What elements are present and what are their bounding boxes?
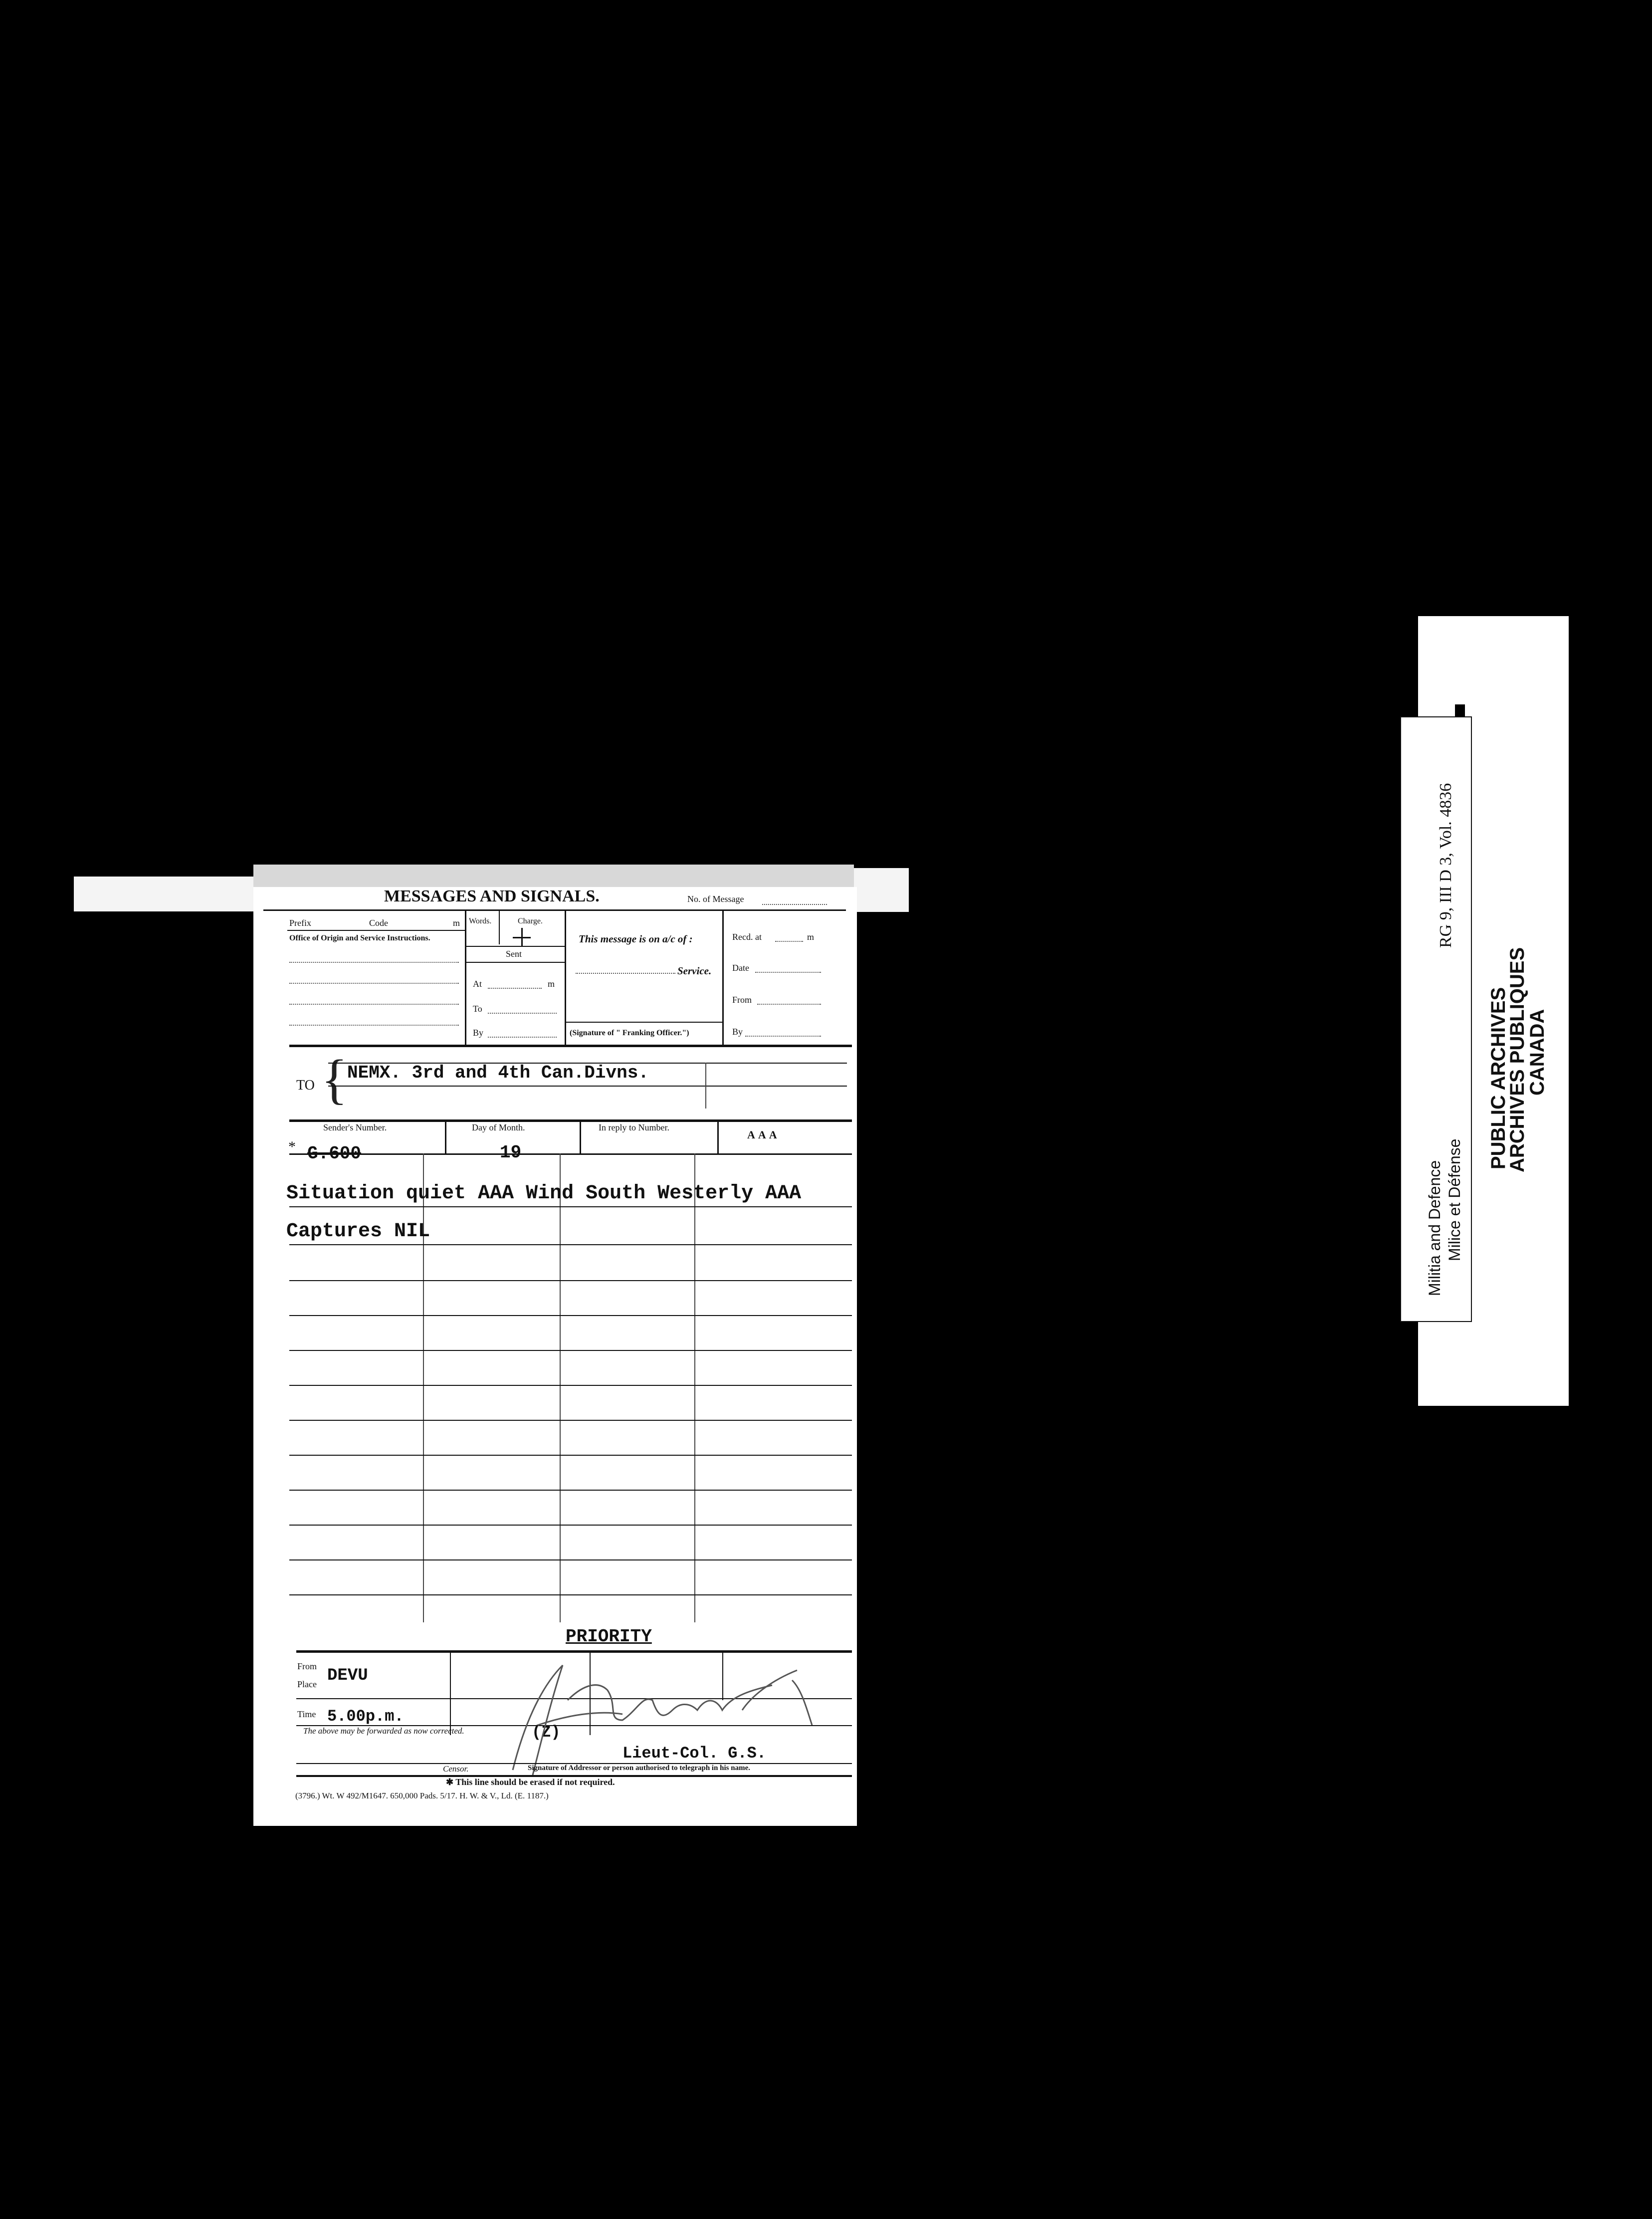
censor-label: Censor.: [443, 1764, 469, 1774]
priority-stamp: PRIORITY: [566, 1626, 652, 1647]
to-brace: {: [321, 1049, 348, 1110]
by-line-label: By: [473, 1028, 484, 1038]
archive-reference: RG 9, III D 3, Vol. 4836: [1437, 783, 1455, 948]
message-form: MESSAGES AND SIGNALS. No. of Message Prefix Code m Office of Origin and Service Instructions. Words. Charge. Sent At m To By This message is on a/c of : Service. (Signature of " Franking Officer.") Recd. at m Date From By TO { NEMX. 3rd and 4th Can.Divns. Sender's Number. Day of Month. In reply to Number. AAA * G.600 19 Situation quiet AAA Wind South Westerly AAA Captures NIL PRIORITY From Place DEVU Time 5.00p.m. The above may be forwarded as now corrected. (Z) Lieut-Col. G.S. Censor. Signature of Addressor or person authorised to telegraph in his name. ✱ This line should be erased if not required. (3796.) Wt. W 492/M1647. 650,000 Pads. 5/17. H. W. & V., Ld. (E. 1187.): [253, 887, 857, 1826]
top-block-rule: [289, 1045, 852, 1047]
at-label: At: [473, 979, 482, 989]
form-title: MESSAGES AND SIGNALS.: [384, 887, 600, 905]
office-of-origin-label: Office of Origin and Service Instructions.: [289, 934, 430, 942]
sent-label: Sent: [506, 949, 522, 959]
day-value: 19: [500, 1142, 522, 1163]
footnote: ✱ This line should be erased if not required.: [446, 1777, 615, 1787]
forward-note: The above may be forwarded as now corrected.: [303, 1726, 464, 1736]
sender-number-value: G.600: [307, 1143, 362, 1164]
department-fr: Milice et Défense: [1446, 1138, 1463, 1261]
to-line-label: To: [473, 1004, 482, 1014]
header-rule: [263, 909, 846, 911]
department-en: Militia and Defence: [1426, 1160, 1444, 1296]
form-top-strip: [253, 865, 854, 889]
date-label: Date: [732, 963, 749, 973]
signer-rank: Lieut-Col. G.S.: [622, 1744, 767, 1763]
form-tab-right: [854, 868, 909, 912]
to-label: TO: [296, 1078, 315, 1093]
to-value: NEMX. 3rd and 4th Can.Divns.: [347, 1063, 649, 1083]
time-label: Time: [297, 1709, 316, 1719]
franking-signature-label: (Signature of " Franking Officer."): [570, 1029, 689, 1037]
prefix-label: Prefix: [289, 918, 311, 928]
archive-name-en: PUBLIC ARCHIVES: [1487, 987, 1509, 1169]
code-label: Code: [369, 918, 388, 928]
aaa-label: AAA: [747, 1128, 780, 1141]
place-label: Place: [297, 1679, 317, 1689]
this-message-label: This message is on a/c of :: [579, 933, 693, 945]
by-right-label: By: [732, 1027, 743, 1037]
recd-at-label: Recd. at: [732, 932, 762, 942]
signature-addressor-label: Signature of Addressor or person authorised to telegraph in his name.: [528, 1764, 751, 1772]
printer-line: (3796.) Wt. W 492/M1647. 650,000 Pads. 5/17. H. W. & V., Ld. (E. 1187.): [295, 1791, 549, 1800]
no-of-message-label: No. of Message: [687, 894, 744, 904]
words-label: Words.: [469, 917, 492, 925]
in-reply-to-label: In reply to Number.: [599, 1122, 669, 1132]
archive-country: CANADA: [1526, 1009, 1548, 1096]
z-mark: (Z): [532, 1723, 561, 1742]
form-tab-left: [74, 877, 253, 911]
message-body-line-1: Situation quiet AAA Wind South Westerly AAA: [286, 1182, 802, 1205]
service-label: Service.: [677, 965, 712, 977]
from-value: DEVU: [327, 1666, 368, 1685]
from-right-label: From: [732, 995, 752, 1005]
charge-label: Charge.: [518, 917, 543, 925]
senders-number-label: Sender's Number.: [323, 1122, 387, 1132]
from-label: From: [297, 1661, 317, 1671]
message-body-line-2: Captures NIL: [286, 1220, 430, 1243]
time-value: 5.00p.m.: [327, 1707, 404, 1726]
day-of-month-label: Day of Month.: [472, 1122, 525, 1132]
archive-name-fr: ARCHIVES PUBLIQUES: [1506, 947, 1528, 1172]
